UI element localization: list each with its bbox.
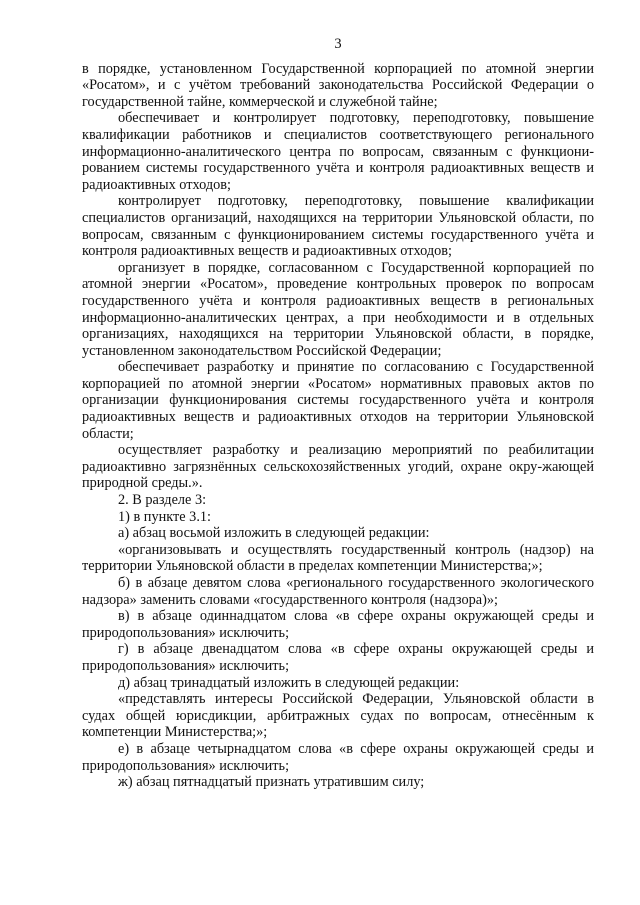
paragraph: обеспечивает и контролирует подготовку, переподготовку, повышение квалификации работников и специалистов соответствующего регионального информационно-аналитического центра по вопросам, связанным с функциони-рованием системы государственного учёта и контроля радиоактивных веществ и радиоактивных отходов;: [82, 110, 594, 193]
paragraph: ж) абзац пятнадцатый признать утратившим силу;: [118, 774, 425, 791]
paragraph: г) в абзаце двенадцатом слова «в сфере охраны окружающей среды и природопользования» исключить;: [82, 641, 594, 674]
page-number: 3: [334, 36, 342, 52]
paragraph: «организовывать и осуществлять государственный контроль (надзор) на территории Ульяновской области в пределах компетенции Министерства;»;: [82, 541, 594, 575]
paragraph: в) в абзаце одиннадцатом слова «в сфере охраны окружающей среды и природопользования» исключить;: [82, 608, 594, 641]
paragraph: контролирует подготовку, переподготовку, повышение квалификации специалистов организаций, находящихся на территории Ульяновской области, по вопросам, связанным с функционированием системы государственного учёта и контроля радиоактивных веществ и радиоактивных отходов;: [82, 193, 594, 260]
paragraph: в порядке, установленном Государственной корпорацией по атомной энергии «Росатом», и с учётом требований законодательства Российской Федерации о государственной тайне, коммерческой и служебной тайне;: [82, 60, 594, 110]
paragraph: д) абзац тринадцатый изложить в следующей редакции:: [118, 674, 460, 691]
paragraph: 1) в пункте 3.1:: [118, 508, 212, 525]
paragraph: а) абзац восьмой изложить в следующей редакции:: [118, 525, 430, 542]
paragraph: б) в абзаце девятом слова «регионального государственного экологического надзора» заменить словами «государственного контроля (надзора)»;: [82, 575, 594, 608]
paragraph: «представлять интересы Российской Федерации, Ульяновской области в судах общей юрисдикции, арбитражных судах по вопросам, отнесённым к компетенции Министерства;»;: [82, 691, 594, 741]
paragraph: осуществляет разработку и реализацию мероприятий по реабилитации радиоактивно загрязнённых сельскохозяйственных угодий, охране окру-жающей природной среды.».: [82, 442, 594, 492]
paragraph: е) в абзаце четырнадцатом слова «в сфере охраны окружающей среды и природопользования» исключить;: [82, 740, 594, 774]
paragraph: организует в порядке, согласованном с Государственной корпорацией по атомной энергии «Росатом», проведение контрольных проверок по вопросам государственного учёта и контроля радиоактивных веществ в региональных информационно-аналитических центрах, а при необходимости и в отдельных организациях, находящихся на территории Ульяновской области, в порядке, установленном законодательством Российской Федерации;: [82, 259, 594, 359]
paragraph: 2. В разделе 3:: [118, 492, 207, 509]
document-page: [82, 36, 594, 791]
paragraph: обеспечивает разработку и принятие по согласованию с Государственной корпорацией по атомной энергии «Росатом» нормативных правовых актов по организации функционирования системы государственного учёта и контроля радиоактивных веществ и радиоактивных отходов на территории Ульяновской области;: [82, 359, 594, 442]
